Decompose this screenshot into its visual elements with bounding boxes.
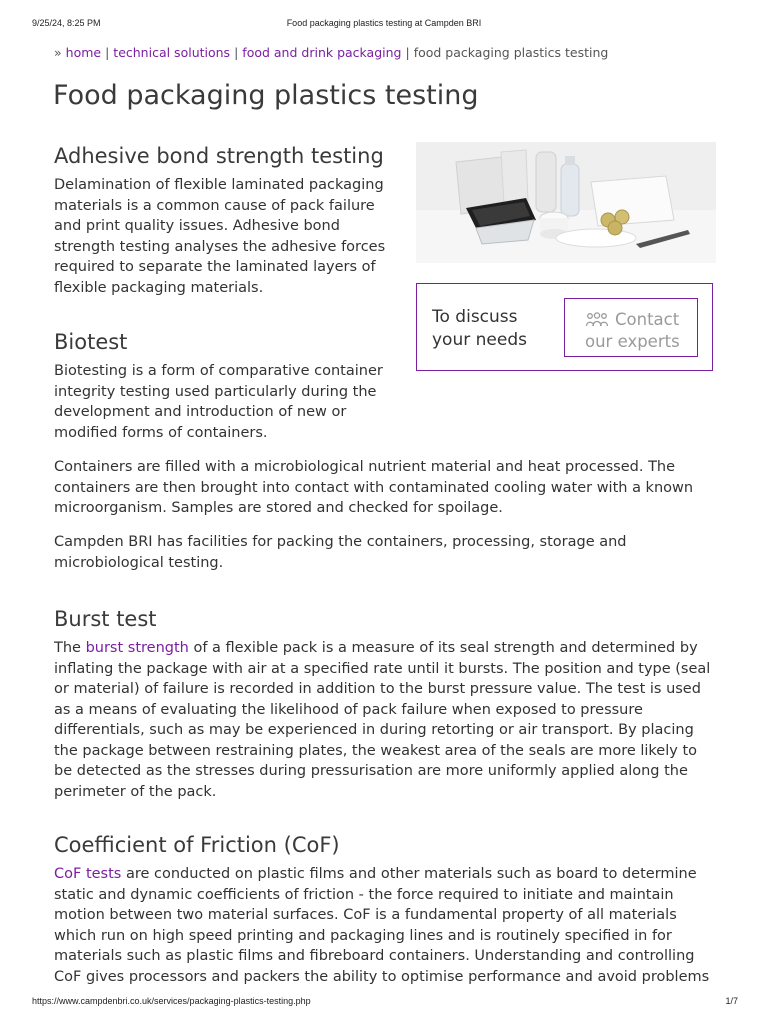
- contact-prompt: To discuss your needs: [432, 307, 527, 350]
- breadcrumb-separator: |: [105, 45, 110, 60]
- biotest-paragraph-2: Containers are filled with a microbiological nutrient material and heat processed. The containers are then brought into contact with contaminated cooling water with a known microorganism. Samples are stored and checked for spoilage.: [54, 459, 694, 516]
- section-body: Biotesting is a form of comparative container integrity testing used particularly during the development and introduction of new or modified forms of containers.: [54, 363, 383, 441]
- print-datetime: 9/25/24, 8:25 PM: [32, 18, 101, 28]
- section-body: [54, 638, 718, 802]
- section-body: [54, 864, 718, 987]
- packaging-illustration: [416, 142, 716, 263]
- breadcrumb-current: food packaging plastics testing: [413, 45, 609, 60]
- body-text: of a flexible pack is a measure of its seal strength and determined by inflating the package with air at a specified rate until it bursts. The position and type (seal or material) of failure is recorded in addition to the burst pressure value. The test is used as a means of evaluating the likelihood of pack failure when exposed to pressure differentials, such as may be experienced in during retorting or air transport. By placing the package between restraining plates, the weakest area of the seals are more likely to be detected as the stresses during pressurisation are more uniformly applied along the perimeter of the pack.: [54, 640, 711, 800]
- breadcrumb-home[interactable]: home: [65, 45, 102, 60]
- section-adhesive-bond: [54, 142, 394, 298]
- section-burst-test: [54, 605, 718, 802]
- section-heading: Burst test: [54, 607, 157, 631]
- print-page-title: Food packaging plastics testing at Campden BRI: [286, 18, 482, 28]
- page-title: Food packaging plastics testing: [53, 80, 479, 111]
- section-biotest: [54, 328, 394, 443]
- biotest-paragraph-3: Campden BRI has facilities for packing the containers, processing, storage and microbiological testing.: [54, 534, 627, 571]
- burst-strength-link[interactable]: burst strength: [85, 640, 189, 656]
- breadcrumb-prefix: »: [54, 45, 62, 60]
- section-coefficient-of-friction: [54, 831, 718, 987]
- print-url: https://www.campdenbri.co.uk/services/packaging-plastics-testing.php: [32, 996, 311, 1006]
- breadcrumb-food-drink-packaging[interactable]: food and drink packaging: [242, 45, 402, 60]
- breadcrumb-technical-solutions[interactable]: technical solutions: [113, 45, 231, 60]
- breadcrumb-separator: |: [234, 45, 239, 60]
- left-column: [54, 142, 394, 443]
- body-lead: The: [54, 640, 86, 656]
- packaging-hero-image: [416, 142, 716, 263]
- body-text: are conducted on plastic films and other materials such as board to determine static and dynamic coefficients of friction - the force required to initiate and maintain motion between two material surfaces. CoF is a fundamental property of all materials which run on high speed printing and packaging lines and is routinely specified in for materials such as plastic films and fibreboard containers. Understanding and controlling CoF gives processors and packers the ability to optimise performance and avoid problems: [54, 866, 710, 985]
- contact-box: [416, 283, 713, 371]
- breadcrumb-separator: |: [405, 45, 410, 60]
- contact-button-label: Contact our experts: [585, 310, 680, 351]
- print-page-number: 1/7: [725, 996, 738, 1006]
- cof-tests-link[interactable]: CoF tests: [54, 866, 122, 882]
- section-heading: Biotest: [54, 330, 128, 354]
- breadcrumb: [54, 45, 608, 60]
- section-body: Delamination of flexible laminated packaging materials is a common cause of pack failure and print quality issues. Adhesive bond strength testing analyses the adhesive forces required to separate the laminated layers of flexible packaging materials.: [54, 177, 386, 296]
- contact-experts-button[interactable]: [564, 298, 698, 357]
- section-heading: Adhesive bond strength testing: [54, 144, 384, 168]
- section-heading: Coefficient of Friction (CoF): [54, 833, 340, 857]
